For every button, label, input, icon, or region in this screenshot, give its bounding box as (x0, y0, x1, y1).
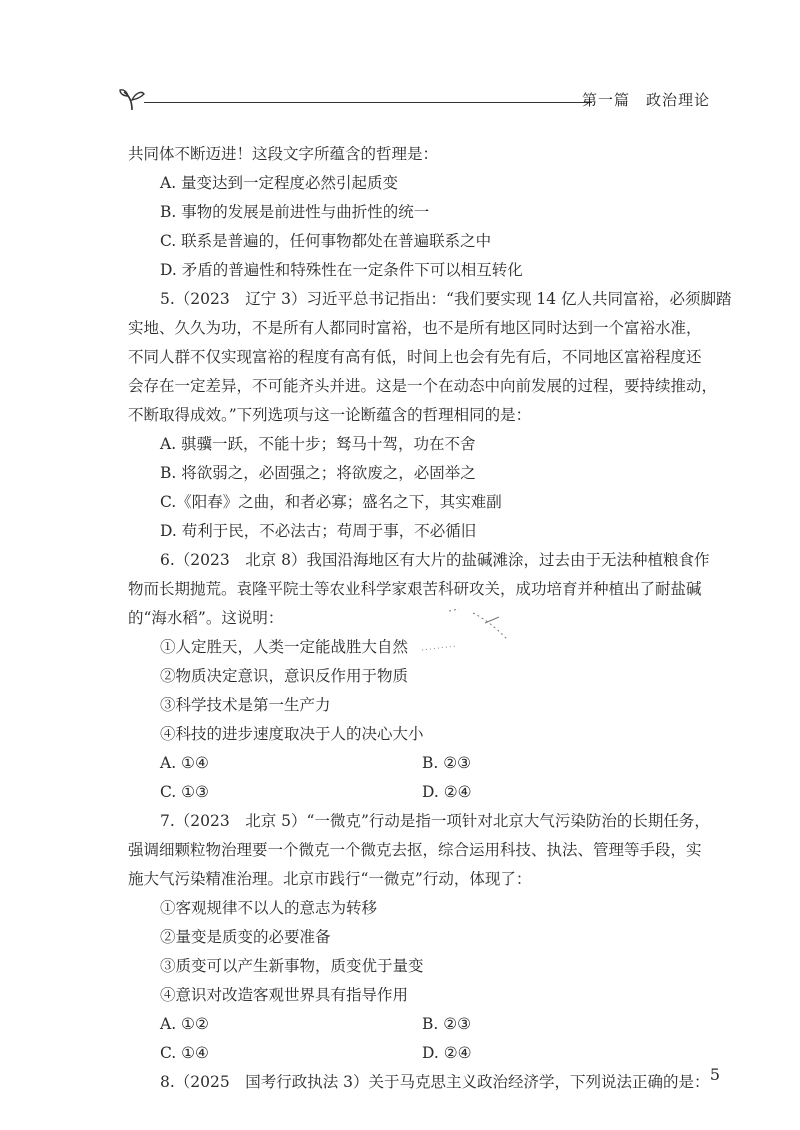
q7-choice-d: D. ②④ (422, 1044, 472, 1062)
q6-choice-c: C. ①③ (160, 783, 209, 801)
q7-item-1: ①客观规律不以人的意志为转移 (160, 899, 378, 917)
q4-option-a: A. 量变达到一定程度必然引起质变 (160, 174, 399, 192)
q7-choice-row (128, 1039, 700, 1068)
question-5-line: 实地、久久为功，不是所有人都同时富裕，也不是所有地区同时达到一个富裕水准， (128, 319, 702, 337)
q6-item-4: ④科技的进步速度取决于人的决心大小 (160, 725, 424, 743)
q4-option-d: D. 矛盾的普遍性和特殊性在一定条件下可以相互转化 (160, 261, 523, 279)
question-5-line: 5.（2023 辽宁 3）习近平总书记指出：“我们要实现 14 亿人共同富裕，必须脚踏 (160, 290, 732, 308)
q7-item-3: ③质变可以产生新事物，质变优于量变 (160, 957, 424, 975)
question-6-line: 物而长期抛荒。袁隆平院士等农业科学家艰苦科研攻关，成功培育并种植出了耐盐碱 (128, 580, 702, 598)
question-5-line: 不断取得成效。”下列选项与这一论断蕴含的哲理相同的是： (128, 406, 532, 424)
section-title: 第一篇 政治理论 (581, 91, 710, 109)
q5-option-a: A. 骐骥一跃，不能十步；驽马十驾，功在不舍 (160, 435, 476, 453)
page-number: 5 (709, 1065, 720, 1084)
q6-item-3: ③科学技术是第一生产力 (160, 696, 331, 714)
q5-option-c: C.《阳春》之曲，和者必寡；盛名之下，其实难副 (160, 493, 502, 511)
q5-option-d: D. 苟利于民，不必法古；苟周于事，不必循旧 (160, 522, 477, 540)
question-7-line: 强调细颗粒物治理要一个微克一个微克去抠，综合运用科技、执法、管理等手段，实 (128, 841, 702, 859)
q7-choice-row (128, 1010, 700, 1039)
question-6-line: 的“海水稻”。这说明： (128, 609, 284, 627)
q6-item-1: ①人定胜天，人类一定能战胜大自然 (160, 638, 409, 656)
q6-choice-a: A. ①④ (160, 754, 209, 772)
pencil-dash-mark (420, 640, 460, 654)
question-7-line: 施大气污染精准治理。北京市践行“一微克”行动，体现了： (128, 870, 532, 888)
question-6-line: 6.（2023 北京 8）我国沿海地区有大片的盐碱滩涂，过去由于无法种植粮食作 (160, 551, 710, 569)
page-header (118, 86, 710, 116)
question-8-line: 8.（2025 国考行政执法 3）关于马克思主义政治经济学，下列说法正确的是： (160, 1073, 710, 1091)
header-rule (144, 102, 592, 103)
q7-item-4: ④意识对改造客观世界具有指导作用 (160, 986, 409, 1004)
question-5-line: 不同人群不仅实现富裕的程度有高有低，时间上也会有先有后，不同地区富裕程度还 (128, 348, 702, 366)
leaf-icon (118, 86, 146, 112)
q7-choice-a: A. ①② (160, 1015, 209, 1033)
q7-item-2: ②量变是质变的必要准备 (160, 928, 331, 946)
question-4-continued: 共同体不断迈进！这段文字所蕴含的哲理是： (128, 145, 439, 163)
q6-choice-b: B. ②③ (422, 754, 472, 772)
q5-option-b: B. 将欲弱之，必固强之；将欲废之，必固举之 (160, 464, 476, 482)
q6-choice-row (128, 749, 700, 778)
q6-choice-d: D. ②④ (422, 783, 472, 801)
q7-choice-c: C. ①④ (160, 1044, 209, 1062)
page-body (128, 140, 732, 1097)
question-5-line: 会存在一定差异，不可能齐头并进。这是一个在动态中向前发展的过程，要持续推动， (128, 377, 718, 395)
q7-choice-b: B. ②③ (422, 1015, 472, 1033)
question-7-line: 7.（2023 北京 5）“一微克”行动是指一项针对北京大气污染防治的长期任务， (160, 812, 710, 830)
q4-option-c: C. 联系是普遍的，任何事物都处在普遍联系之中 (160, 232, 492, 250)
q6-item-2: ②物质决定意识，意识反作用于物质 (160, 667, 409, 685)
q4-option-b: B. 事物的发展是前进性与曲折性的统一 (160, 203, 430, 221)
q6-choice-row (128, 778, 700, 807)
